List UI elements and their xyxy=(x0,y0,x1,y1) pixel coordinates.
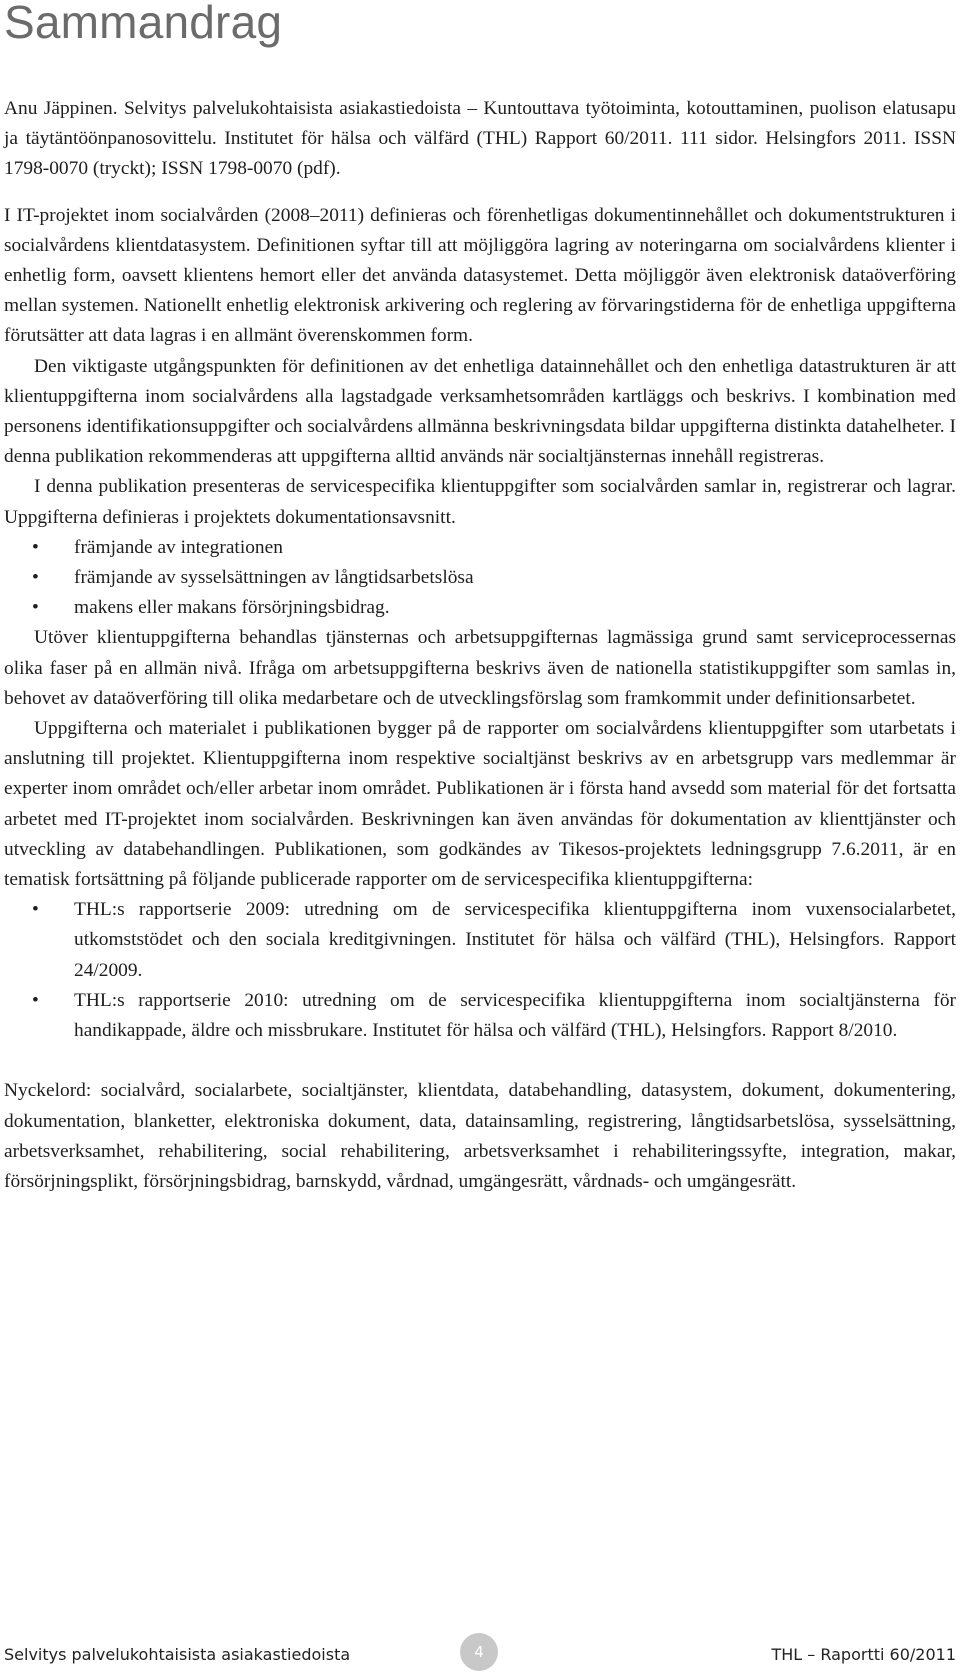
paragraph-publication: I denna publikation presenteras de servicespecifika klientuppgifter som socialvården samlar in, registrerar och lagrar. Uppgifterna definieras i projektets dokumentationsavsnitt. xyxy=(4,476,956,528)
list-item xyxy=(4,533,956,563)
document-body xyxy=(4,94,956,1197)
footer-publication-title: Selvitys palvelukohtaisista asiakastiedoista xyxy=(4,1645,351,1664)
bullet-icon: • xyxy=(32,536,39,558)
report-list xyxy=(4,895,956,1046)
page-footer xyxy=(0,1633,960,1677)
paragraph-legal-basis: Utöver klientuppgifterna behandlas tjänsternas och arbetsuppgifternas lagmässiga grund samt serviceprocessernas olika faser på en allmän nivå. Ifråga om arbetsuppgifterna beskrivs även de nationella statistikuppgifter som samlas in, behovet av dataöverföring till olika medarbetare och de utvecklingsförslag som framkommit under definitionsarbetet. xyxy=(4,627,956,709)
page-title: Sammandrag xyxy=(4,0,283,48)
list-item-text: THL:s rapportserie 2010: utredning om de servicespecifika klientuppgifterna inom socialtjänsterna för handikappade, äldre och missbrukare. Institutet för hälsa och välfärd (THL), Helsingfors. Rapport 8/2010. xyxy=(74,989,956,1042)
bullet-icon: • xyxy=(32,989,39,1011)
footer-report-number: THL – Raportti 60/2011 xyxy=(771,1645,956,1664)
list-item-text: THL:s rapportserie 2009: utredning om de servicespecifika klientuppgifterna inom vuxensocialarbetet, utkomststödet och den sociala kreditgivningen. Institutet för hälsa och välfärd (THL), Helsingfors. Rapport 24/2009. xyxy=(74,899,956,981)
page-number-badge: 4 xyxy=(460,1633,498,1671)
paragraph-starting-point: Den viktigaste utgångspunkten för definitionen av det enhetliga datainnehållet och den enhetliga datastrukturen är att klientuppgifterna inom socialvårdens alla lagstadgade verksamhetsområden kartläggs och beskrivs. I kombination med personens identifikationsuppgifter och socialvårdens allmänna beskrivningsdata bildar uppgifterna distinkta datahelheter. I denna publikation rekommenderas att uppgifterna alltid används när socialtjänsternas innehåll registreras. xyxy=(4,355,956,468)
bullet-icon: • xyxy=(32,899,39,921)
list-item xyxy=(4,563,956,593)
bullet-icon: • xyxy=(32,597,39,619)
paragraph-it-project: I IT-projektet inom socialvården (2008–2011) definieras och förenhetligas dokumentinnehållet och dokumentstrukturen i socialvårdens klientdatasystem. Definitionen syftar till att möjliggöra lagring av noteringarna om socialvårdens klienter i enhetlig form, oavsett klientens hemort eller det använda datasystemet. Detta möjliggör även elektronisk dataöverföring mellan systemen. Nationellt enhetlig elektronisk arkivering och reglering av förvaringstiderna för de enhetliga uppgifterna förutsätter att data lagras i en allmänt överenskommen form. xyxy=(4,204,956,347)
list-item xyxy=(4,895,956,986)
paragraph-materials: Uppgifterna och materialet i publikationen bygger på de rapporter om socialvårdens klientuppgifter som utarbetats i anslutning till projektet. Klientuppgifterna inom respektive socialtjänst beskrivs av en arbetsgrupp vars medlemmar är experter inom området och/eller arbetar inom området. Publikationen är i första hand avsedd som material för det fortsatta arbetet med IT-projektet inom socialvården. Beskrivningen kan även användas för dokumentation av klienttjänster och utveckling av databehandlingen. Publikationen, som godkändes av Tikesos-projektets ledningsgrupp 7.6.2011, är en tematisk fortsättning på följande publicerade rapporter om de servicespecifika klientuppgifterna: xyxy=(4,718,956,891)
list-item-text: främjande av sysselsättningen av långtidsarbetslösa xyxy=(74,567,474,589)
citation: Anu Jäppinen. Selvitys palvelukohtaisista asiakastiedoista – Kuntouttava työtoiminta, kotouttaminen, puolison elatusapu ja täytäntöönpanosovittelu. Institutet för hälsa och välfärd (THL) Rapport 60/2011. 111 sidor. Helsingfors 2011. ISSN 1798-0070 (tryckt); ISSN 1798-0070 (pdf). xyxy=(4,98,956,180)
keywords: Nyckelord: socialvård, socialarbete, socialtjänster, klientdata, databehandling, datasystem, dokument, dokumentering, dokumentation, blanketter, elektroniska dokument, data, datainsamling, registrering, långtidsarbetslösa, sysselsättning, arbetsverksamhet, rehabilitering, social rehabilitering, arbetsverksamhet i rehabiliteringssyfte, integration, makar, försörjningsplikt, försörjningsbidrag, barnskydd, vårdnad, umgängesrätt, vårdnads- och umgängesrätt. xyxy=(4,1080,956,1192)
list-item-text: makens eller makans försörjningsbidrag. xyxy=(74,597,390,619)
bullet-icon: • xyxy=(32,567,39,589)
list-item xyxy=(4,986,956,1046)
service-list xyxy=(4,533,956,624)
list-item-text: främjande av integrationen xyxy=(74,536,283,558)
list-item xyxy=(4,593,956,623)
